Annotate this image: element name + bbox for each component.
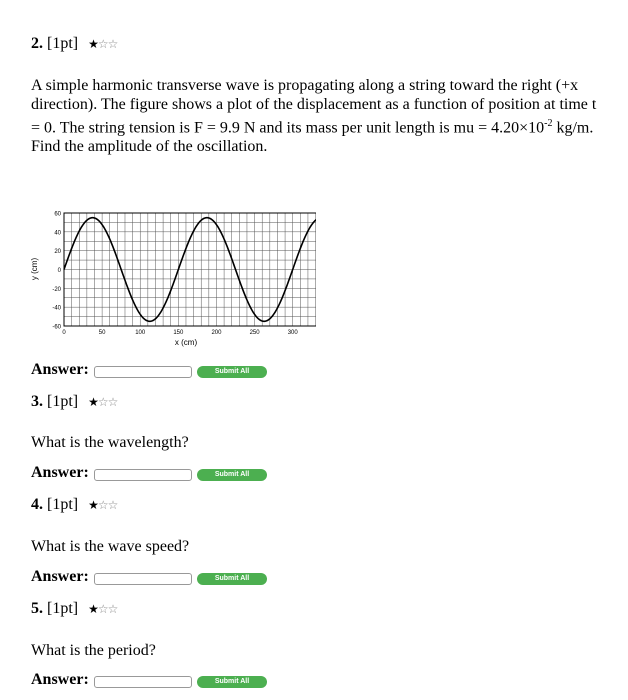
- answer-input-q5[interactable]: [94, 676, 192, 688]
- text-segment: kg/m.: [552, 119, 594, 137]
- x-tick-labels: [62, 330, 298, 336]
- question-3-header: [31, 393, 117, 411]
- question-3-text: What is the wavelength?: [31, 434, 189, 451]
- answer-label: Answer:: [31, 568, 89, 585]
- x-axis-label: x (cm): [174, 338, 198, 347]
- difficulty-rating: [88, 37, 117, 51]
- question-2-text: [31, 76, 626, 156]
- question-points: [1pt]: [47, 496, 79, 513]
- question-line: [31, 114, 626, 137]
- answer-input-q4[interactable]: [94, 573, 192, 585]
- difficulty-rating: [88, 498, 117, 512]
- question-2-header: [31, 35, 117, 53]
- star-empty-icon: ☆: [107, 498, 118, 512]
- submit-all-answers-button[interactable]: Submit All Answers: [197, 573, 267, 585]
- chart-grid: [64, 213, 316, 326]
- question-number: 4.: [31, 496, 43, 513]
- x-tick-label: 150: [173, 330, 184, 336]
- x-tick-label: 200: [211, 330, 222, 336]
- y-axis-label: y (cm): [30, 257, 39, 281]
- submit-all-answers-button[interactable]: Submit All Answers: [197, 366, 267, 378]
- question-points: [1pt]: [47, 393, 79, 410]
- answer-input-q2[interactable]: [94, 366, 192, 378]
- y-tick-label: 40: [54, 230, 61, 237]
- answer-label: Answer:: [31, 671, 89, 688]
- y-tick-label: 0: [57, 268, 61, 274]
- star-filled-icon: ★: [88, 498, 98, 512]
- star-empty-icon: ☆: [97, 395, 108, 409]
- star-empty-icon: ☆: [107, 602, 118, 616]
- x-tick-label: 300: [287, 330, 298, 336]
- star-empty-icon: ☆: [97, 498, 108, 512]
- question-4-header: [31, 496, 117, 514]
- star-empty-icon: ☆: [97, 602, 108, 616]
- difficulty-rating: [88, 395, 117, 409]
- question-points: [1pt]: [47, 35, 79, 52]
- x-tick-label: 100: [135, 330, 146, 336]
- star-filled-icon: ★: [88, 602, 98, 616]
- submit-all-answers-button[interactable]: Submit All Answers: [197, 676, 267, 688]
- displacement-chart: [26, 205, 316, 353]
- y-tick-label: -40: [52, 305, 61, 312]
- question-line: direction). The figure shows a plot of the displacement as a function of position at time t: [31, 96, 597, 113]
- question-line: A simple harmonic transverse wave is propagating along a string toward the right (+x: [31, 77, 579, 94]
- x-tick-label: 0: [62, 330, 66, 336]
- y-tick-label: 20: [54, 249, 61, 256]
- star-empty-icon: ☆: [107, 37, 118, 51]
- y-tick-labels: [52, 212, 61, 331]
- star-filled-icon: ★: [88, 37, 98, 51]
- question-5-header: [31, 600, 117, 618]
- question-line: Find the amplitude of the oscillation.: [31, 138, 268, 156]
- text-segment: = 0. The string tension is F = 9.9 N and its mass per unit length is mu = 4.20×10: [31, 119, 545, 137]
- star-empty-icon: ☆: [97, 37, 108, 51]
- question-4-text: What is the wave speed?: [31, 538, 190, 555]
- y-tick-label: -20: [52, 286, 61, 293]
- question-points: [1pt]: [47, 600, 79, 617]
- question-5-text: What is the period?: [31, 642, 156, 659]
- answer-label: Answer:: [31, 464, 89, 481]
- difficulty-rating: [88, 602, 117, 616]
- submit-all-answers-button[interactable]: Submit All Answers: [197, 469, 267, 481]
- question-number: 3.: [31, 393, 43, 410]
- y-tick-label: 60: [54, 211, 61, 218]
- x-tick-label: 50: [98, 330, 106, 336]
- answer-input-q3[interactable]: [94, 469, 192, 481]
- star-filled-icon: ★: [88, 395, 98, 409]
- y-tick-label: -60: [52, 324, 61, 331]
- question-number: 2.: [31, 35, 43, 52]
- answer-label: Answer:: [31, 361, 89, 378]
- x-tick-label: 250: [249, 330, 260, 336]
- star-empty-icon: ☆: [107, 395, 118, 409]
- exponent: -2: [544, 118, 553, 129]
- question-number: 5.: [31, 600, 43, 617]
